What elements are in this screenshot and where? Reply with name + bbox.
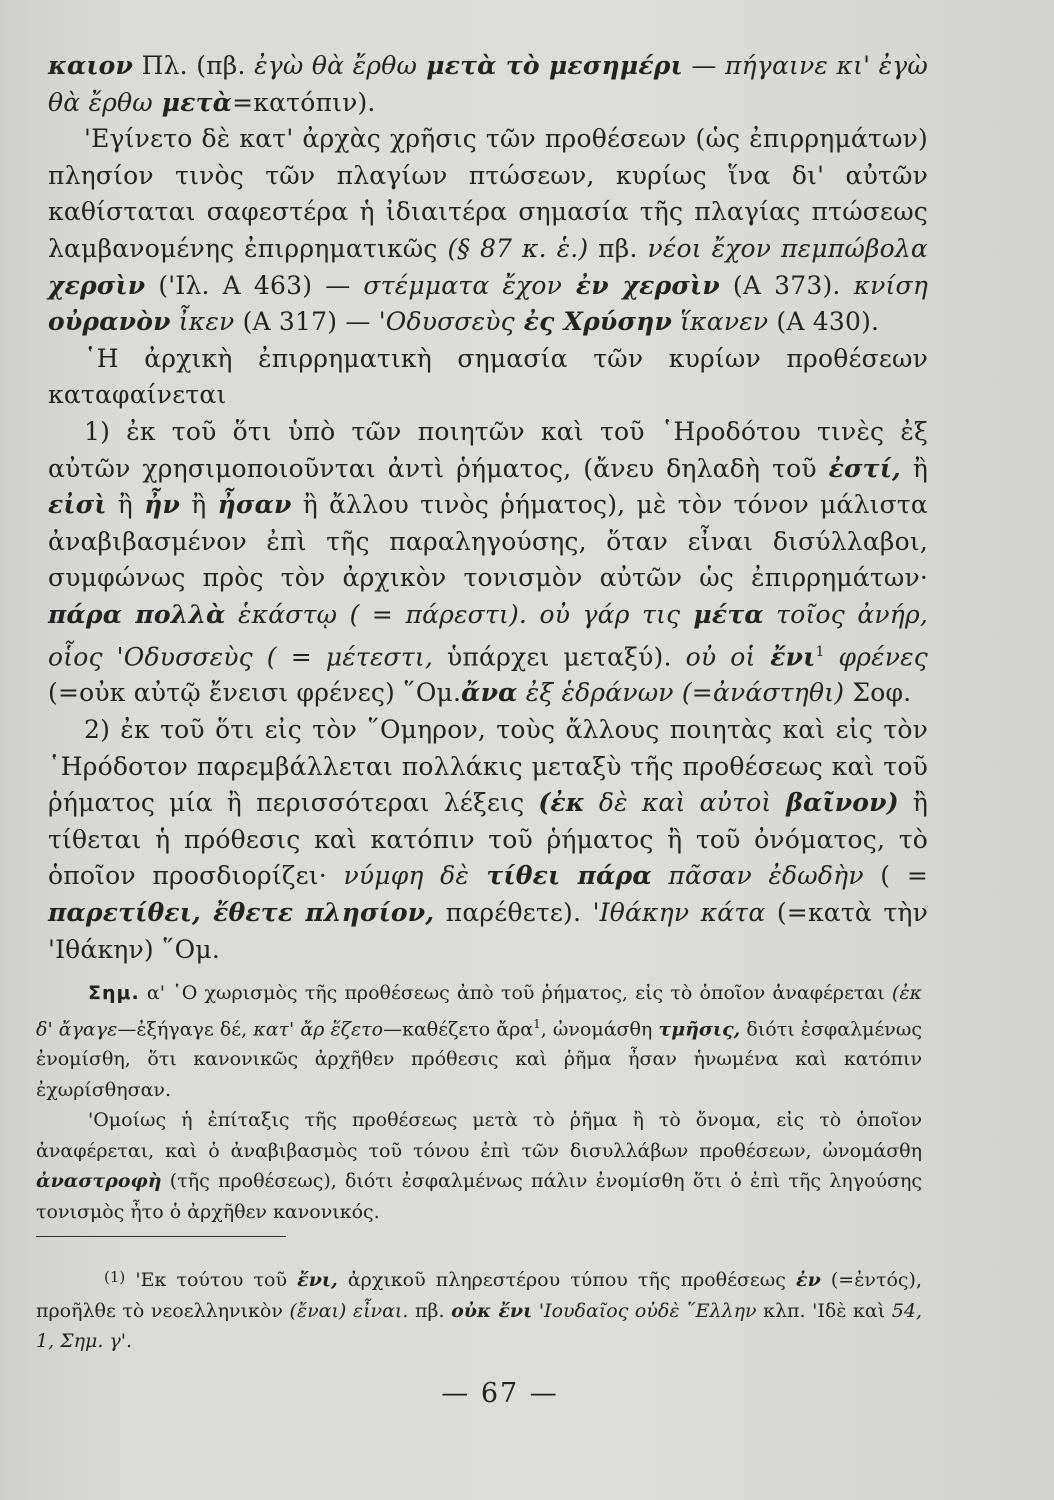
text-run: πβ. [588,233,648,263]
text-run: 'Ομοίως ἡ ἐπίταξις τῆς προθέσεως μετὰ τὸ ῥῆμα ἢ τὸ ὄνομα, εἰς τὸ ὁποῖον ἀναφέρεται, καὶ ὁ ἀναβιβασμὸς τοῦ τόνου ἐπὶ τῶν δισυλλάβων προθέσεων, ὠνομάσθη [36,1109,922,1162]
text-run: —ἐξήγαγε δέ, [117,1017,254,1040]
example-bold: ἐς Χρύσην [514,307,673,337]
example-bold: μετὰ [152,87,233,117]
example-bold: οὐρανὸν [48,307,171,337]
footnote-text [36,1262,922,1357]
text-run: Πλ. (πβ. [133,51,255,80]
example-phrase: κατ' ἄρ ἕζετο [253,1017,384,1040]
remark-paragraph-anastrophe [36,1105,922,1227]
text-run: ῾Η ἀρχικὴ ἐπιρρηματικὴ σημασία τῶν κυρίων προθέσεων καταφαίνεται [48,343,928,410]
example-bold: ἐν [796,1269,821,1291]
example-phrase: ἐγὼ θὰ ἔρθω [254,51,418,80]
text-run: —καθέζετο ἄρα [383,1017,534,1040]
paragraph-continued [48,48,928,121]
example-phrase: 'Ιουδαῖος οὐδὲ ῞Ελλην [532,1299,757,1322]
footnote [36,1262,922,1357]
text-run: ἢ [900,453,929,483]
example-bold: ἐστί, [828,453,901,483]
example-phrase: στέμματα ἔχον [363,270,563,300]
greek-word: καιον [48,51,134,80]
text-run: , ὠνομάσθη [540,1017,659,1040]
text-run: (Α 430). [768,307,880,337]
text-run: (τῆς προθέσεως), διότι ἐσφαλμένως πάλιν ἐνομίσθη ὅτι ὁ ἐπὶ τῆς ληγούσης τονισμὸς ἦτο ὁ ἀρχῆθεν κανονικός. [36,1170,922,1223]
example-phrase: οὐ οἱ [685,641,756,671]
example-phrase: (ἔναι) εἶναι. [289,1299,409,1322]
text-run: α' ῾Ο χωρισμὸς τῆς προθέσεως ἀπὸ τοῦ ῥήματος, εἰς τὸ ὁποῖον ἀναφέρεται [139,982,892,1004]
example-bold: (ἐκ [538,788,585,818]
example-phrase: πήγαινε κι' ἐγὼ θὰ ἔρθω [48,51,928,117]
text-run: κλπ. 'Ιδὲ καὶ [756,1299,892,1322]
footnote-divider [36,1236,286,1237]
term-bold: ἀναστροφὴ [36,1170,162,1193]
text-run: ὑπάρχει μεταξύ). [433,641,686,671]
text-run: ( = [863,861,928,891]
example-phrase: νύμφη δὲ [343,861,470,891]
example-bold: πάρα πολλὰ [48,599,226,629]
footnote-marker: 1 [815,643,825,660]
example-bold: βαῖνον) [771,788,899,818]
section-reference: (§ 87 κ. ἑ.) [447,233,589,263]
text-run: ἢ τίθεται ἡ πρόθεσις καὶ κατόπιν τοῦ ῥήματος ἢ τοῦ ὀνόματος, τὸ ὁποῖον προσδιορίζει· [48,788,929,891]
footnote-marker: 1 [533,1016,541,1031]
example-phrase: ἐξ ἑδράνων (=ἀνάστηθι) [517,678,845,708]
example-phrase: πᾶσαν ἐδωδὴν [651,861,864,891]
example-bold: ἔνι, [297,1269,338,1291]
paragraph-point-1 [48,414,928,712]
text-run: ἢ ἄλλου τινὸς ῥήματος), μὲ τὸν τόνον μάλιστα ἀναβιβασμένον ἐπὶ τῆς παραληγούσης, ὅταν εἶναι δισύλλαβοι, συμφώνως πρὸς τὸν ἀρχικὸν τονισμὸν αὐτῶν ὡς ἐπιρρημάτων· [48,490,928,593]
text-run: 'Εγίνετο δὲ κατ' ἀρχὰς χρῆσις τῶν προθέσεων (ὡς ἐπιρρημάτων) πλησίον τινὸς τῶν πλαγίων πτώσεων, κυρίως ἵνα δι' αὐτῶν καθίσταται σαφεστέρα ἡ ἰδιαιτέρα σημασία τῆς πλαγίας πτώσεως λαμβανομένης ἐπιρρηματικῶς [48,124,928,263]
paragraph-point-2 [48,712,928,968]
paragraph-adverbial-meaning [48,341,928,414]
text-run: Σοφ. [844,678,912,708]
remark-paragraph-tmesis [36,978,922,1105]
text-run: (=ἐντός), προῆλθε τὸ νεοελληνικὸν [36,1269,922,1322]
cross-reference: 54, 1, Σημ. γ'. [36,1299,922,1352]
example-phrase: ἑκάστῳ ( = πάρεστι). [225,599,528,629]
example-bold: οὐκ ἔνι [451,1299,533,1322]
example-phrase: 'Οδυσσεὺς [378,307,515,337]
example-bold: ἦσαν [217,490,292,520]
text-run: (Α 373). [719,270,854,300]
text-run: 'Εκ τούτου τοῦ [125,1269,298,1291]
text-run: (=κατὰ τὴν 'Ιθάκην) ῞Ομ. [48,897,929,964]
example-bold: μετὰ τὸ μεσημέρι [417,51,683,80]
example-phrase: νέοι ἔχον πεμπώβολα [647,233,928,263]
text-run: παρέθετε). [434,897,593,927]
example-phrase: δὲ καὶ αὐτοὶ [584,788,772,818]
example-bold: παρετίθει, ἔθετε πλησίον, [48,897,435,927]
main-text [48,48,928,968]
text-run: ('Ιλ. Α 463) — [145,270,364,300]
example-bold: μέτα [680,599,764,629]
text-run: 1) ἐκ τοῦ ὅτι ὑπὸ τῶν ποιητῶν καὶ τοῦ ῾Ηροδότου τινὲς ἐξ αὐτῶν χρησιμοποιοῦνται ἀντὶ ῥήματος, (ἄνευ δηλαδὴ τοῦ [48,416,928,483]
footnote-number: (1) [104,1268,126,1286]
example-phrase: ἵκανεν [672,307,769,337]
text-run: πβ. [408,1299,452,1322]
example-phrase: ἶκεν [170,307,235,337]
text-run: — [682,51,725,80]
text-run: ἀρχικοῦ πληρεστέρου τύπου τῆς προθέσεως [337,1269,797,1291]
text-run: διότι ἐσφαλμένως ἐνομίσθη, ὅτι κανονικῶς ἀρχῆθεν πρόθεσις καὶ ῥῆμα ἦσαν ἡνωμένα καὶ κατόπιν ἐχωρίσθησαν. [36,1017,922,1101]
example-bold: χερσὶν [48,270,146,300]
remark-label: Σημ. [88,982,140,1004]
text-run: 2) ἐκ τοῦ ὅτι εἰς τὸν ῞Ομηρον, τοὺς ἄλλους ποιητὰς καὶ εἰς τὸν ῾Ηρόδοτον παρεμβάλλεται πολλάκις μεταξὺ τῆς προθέσεως καὶ τοῦ ῥήματος μία ἢ περισσότεραι λέξεις [48,715,928,818]
example-phrase: φρένες [824,641,928,671]
example-phrase: (ἐκ δ' ἄγαγε [36,982,922,1040]
example-bold: ἐν χερσὶν [562,270,720,300]
example-phrase: τοῖος ἀνήρ, οἷος 'Οδυσσεὺς ( = μέτεστι, [48,599,929,671]
text-run: =κατόπιν). [232,87,376,117]
example-bold: ἄνα [461,678,518,708]
text-run: ἢ [106,490,145,520]
text-run: ἢ [180,490,218,520]
term-bold: τμῆσις, [658,1017,741,1040]
paragraph-prepositions-usage [48,121,928,341]
example-phrase: 'Ιθάκην κάτα [592,897,766,927]
example-bold: τίθει πάρα [469,861,652,891]
example-phrase: οὐ γάρ τις [527,599,681,629]
example-bold: εἰσὶ [48,490,107,520]
text-run: (Α 317) — [234,307,379,337]
text-run: (=οὐκ αὐτῷ ἔνεισι φρένες) ῞Ομ. [48,678,462,708]
example-phrase: κνίση [853,270,928,300]
example-bold: ἦν [144,490,181,520]
example-bold: ἔνι [755,641,816,671]
remark-section [36,978,922,1227]
page-number: — 67 — [441,1378,559,1409]
